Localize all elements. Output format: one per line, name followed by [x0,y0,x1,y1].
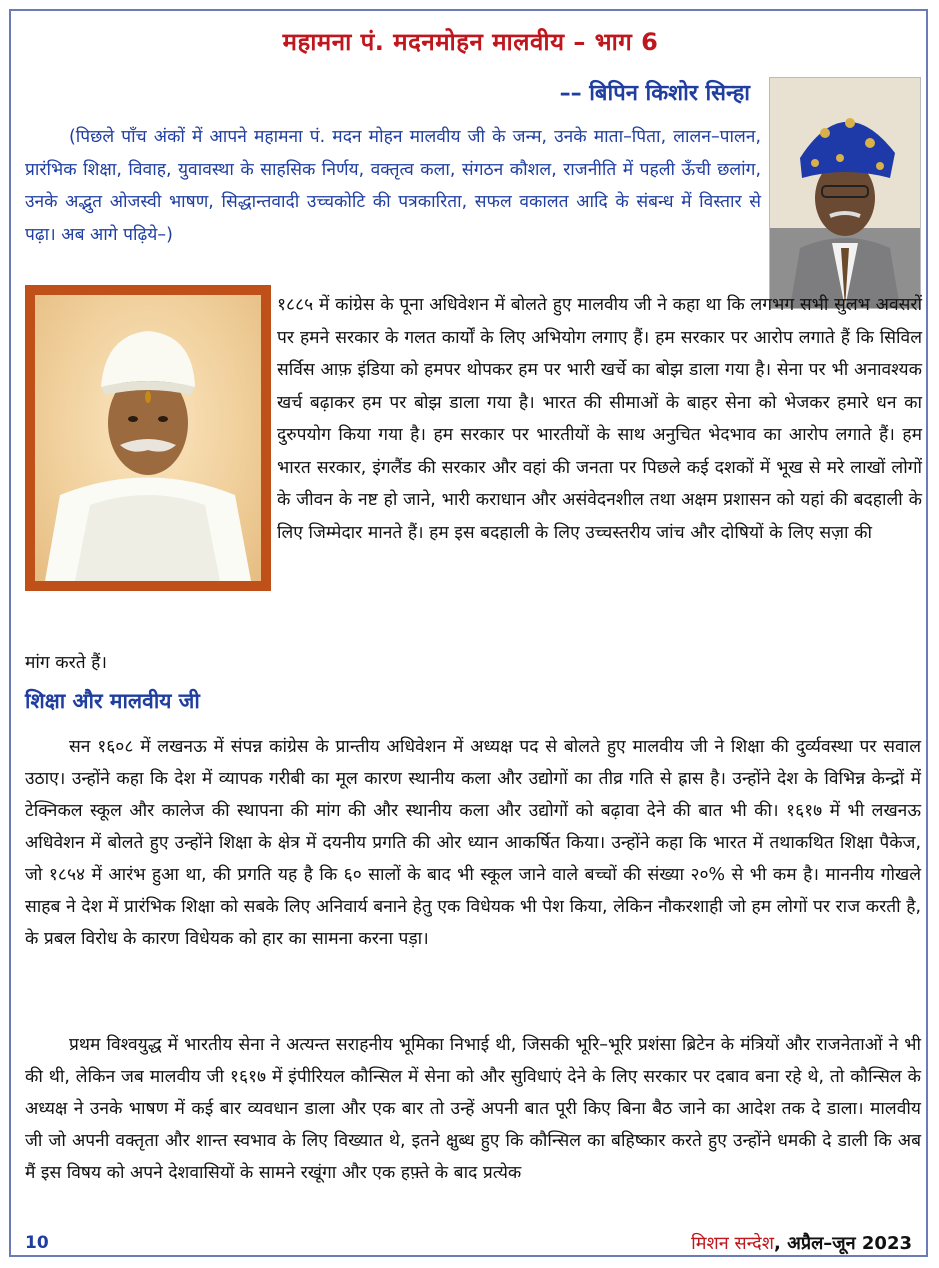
issue-date: , अप्रैल–जून 2023 [773,1233,912,1254]
author-byline: –– बिपिन किशोर सिन्हा [559,81,750,106]
paragraph-congress-poona: १८८५ में कांग्रेस के पूना अधिवेशन में बोलते हुए मालवीय जी ने कहा था कि लगभग सभी सुलभ अवसरों पर हमने सरकार के गलत कार्यों के लिए अभियोग लगाए हैं। हम सरकार पर आरोप लगाते हैं कि सिविल सर्विस आफ़ इंडिया को हमपर थोपकर हम पर भारी खर्चे का बोझ डाला गया है। सेना पर भी अनावश्यक खर्च बढ़ाकर हम पर बोझ डाला गया है। भारत की सीमाओं के बाहर सेना को भेजकर हमारे धन का दुरुपयोग किया गया है। हम सरकार पर भारतीयों के साथ अनुचित भेदभाव का आरोप लगाते हैं। हम भारत सरकार, इंगलैंड की सरकार और वहां की जनता पर पिछले कई दशकों में भूख से मरे लाखों लोगों के जीवन के नष्ट हो जाने, भारी कराधान और असंवेदनशील तथा अक्षम प्रशासन को यहां की बदहाली के लिए जिम्मेदार मानते हैं। हम इस बदहाली के लिए उच्चस्तरीय जांच और दोषियों के लिए सज़ा की [277,295,922,543]
paragraph-education: सन १६०८ में लखनऊ में संपन्न कांग्रेस के प्रान्तीय अधिवेशन में अध्यक्ष पद से बोलते हुए मालवीय जी ने शिक्षा की दुर्व्यवस्था पर सवाल उठाए। उन्होंने कहा कि देश में व्यापक गरीबी का मूल कारण स्थानीय कला और उद्योगों का तीव्र गति से ह्रास है। उन्होंने देश के विभिन्न केन्द्रों में टेक्निकल स्कूल और कालेज की स्थापना की मांग की और स्थानीय कला और उद्योगों को बढ़ावा देने की बात भी की। १६१७ में भी लखनऊ अधिवेशन में बोलते हुए उन्होंने शिक्षा के क्षेत्र में दयनीय प्रगति की ओर ध्यान आकर्षित किया। उन्होंने कहा कि भारत में तथाकथित शिक्षा पैकेज, जो १८५४ में आरंभ हुआ था, की प्रगति यह है कि ६० सालों के बाद भी स्कूल जाने वाले बच्चों की संख्या २०% से भी कम है। माननीय गोखले साहब ने देश में प्रारंभिक शिक्षा को सबके लिए अनिवार्य बनाने हेतु एक विधेयक भी पेश किया, लेकिन नौकरशाही जो हम लोगों पर राज करती है, के प्रबल विरोध के कारण विधेयक को हार का सामना करना पड़ा। [25,737,921,949]
footer-masthead [691,1231,912,1255]
paragraph-congress-poona-end: मांग करते हैं। [25,653,107,673]
section-heading-education: शिक्षा और मालवीय जी [25,689,200,713]
article-title: महामना पं. मदनमोहन मालवीय – भाग 6 [282,28,659,56]
malaviya-portrait-icon [35,295,261,581]
author-photo [769,77,921,309]
malaviya-portrait [25,285,271,591]
magazine-name: मिशन सन्देश [691,1233,774,1254]
page-frame [9,9,928,1257]
paragraph-world-war: प्रथम विश्वयुद्ध में भारतीय सेना ने अत्यन्त सराहनीय भूमिका निभाई थी, जिसकी भूरि–भूरि प्रशंसा ब्रिटेन के मंत्रियों और राजनेताओं ने भी की थी, लेकिन जब मालवीय जी १६१७ में इंपीरियल कौन्सिल में सेना को और सुविधाएं देने के लिए सरकार पर दबाव बना रहे थे, तो कौन्सिल के अध्यक्ष ने उनके भाषण में कई बार व्यवधान डाला और एक बार तो उन्हें अपनी बात पूरी किए बिना बैठ जाने का आदेश तक दे डाला। मालवीय जी जो अपनी वक्तृता और शान्त स्वभाव के लिए विख्यात थे, इतने क्षुब्ध हुए कि कौन्सिल का बहिष्कार करते हुए उन्होंने धमकी दे डाली कि अब मैं इस विषय को अपने देशवासियों के सामने रखूंगा और एक हफ़्ते के बाद प्रत्येक [25,1035,921,1183]
intro-summary: (पिछले पाँच अंकों में आपने महामना पं. मदन मोहन मालवीय जी के जन्म, उनके माता–पिता, लालन–पालन, प्रारंभिक शिक्षा, विवाह, युवावस्था के साहसिक निर्णय, वक्तृत्व कला, संगठन कौशल, राजनीति में पहली ऊँची छलांग, उनके अद्भुत ओजस्वी भाषण, सिद्धान्तवादी उच्चकोटि की पत्रकारिता, सफल वकालत आदि के संबन्ध में विस्तार से पढ़ा। अब आगे पढ़िये–) [25,127,761,245]
page-number: 10 [25,1233,49,1253]
author-portrait-icon [770,78,920,308]
